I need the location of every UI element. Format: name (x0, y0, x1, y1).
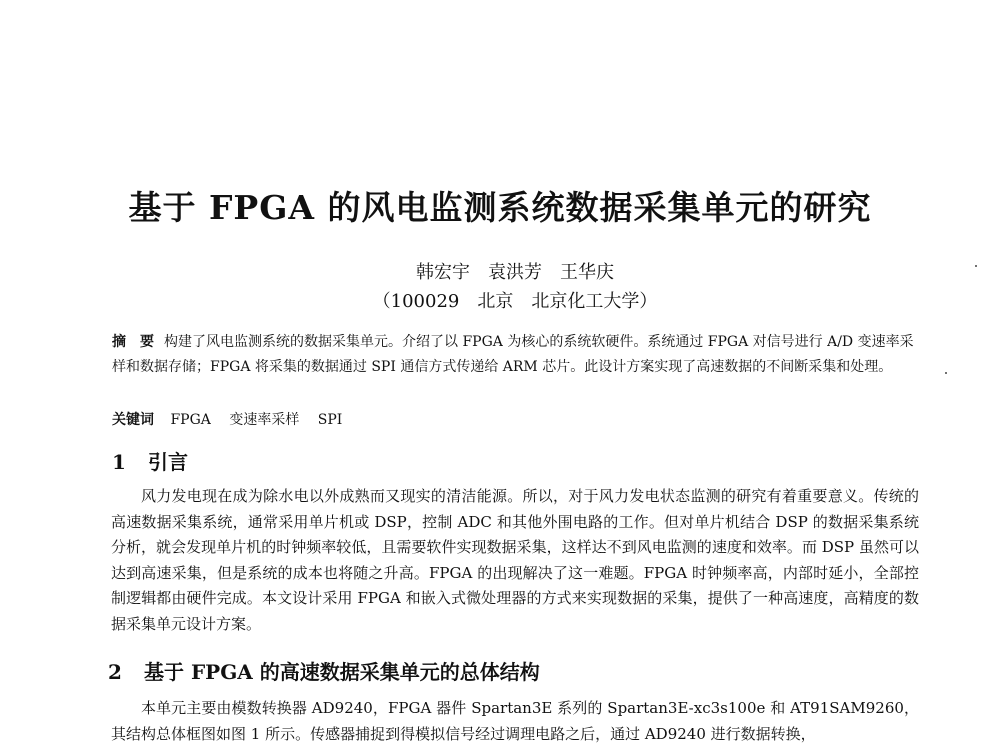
keyword: FPGA (170, 412, 211, 428)
section-heading-structure (108, 656, 540, 685)
keywords-label: 关键词 (112, 412, 154, 428)
scan-speck (975, 265, 977, 267)
paper-title: 基于 FPGA 的风电监测系统数据采集单元的研究 (128, 188, 872, 227)
introduction-paragraph: 风力发电现在成为除水电以外成熟而又现实的清洁能源。所以，对于风力发电状态监测的研究有着重要意义。传统的高速数据采集系统，通常采用单片机或 DSP，控制 ADC 和其他外围电路的工作。但对单片机结合 DSP 的数据采集系统分析，就会发现单片机的时钟频率较低，且需要软件实现数据采集，这样达不到风电监测的速度和效率。而 DSP 虽然可以达到高速采集，但是系统的成本也将随之升高。FPGA 的出现解决了这一难题。FPGA 时钟频率高，内部时延小，全部控制逻辑都由硬件完成。本文设计采用 FPGA 和嵌入式微处理器的方式来实现数据的采集，提供了一种高速度，高精度的数据采集单元设计方案。 (111, 487, 919, 633)
keyword: SPI (317, 412, 343, 428)
section-heading-introduction (112, 446, 188, 475)
section-title: 引言 (148, 450, 188, 474)
abstract-label: 摘 要 (112, 334, 154, 350)
keyword: 变速率采样 (229, 412, 300, 428)
structure-paragraph: 本单元主要由模数转换器 AD9240，FPGA 器件 Spartan3E 系列的 Spartan3E-xc3s100e 和 AT91SAM9260，其结构总体框图如图 1 所示。传感器捕捉到得模拟信号经过调理电路之后，通过 AD9240 进行数据转换， (111, 699, 919, 743)
section-number: 1 (112, 450, 126, 474)
keywords (112, 409, 920, 431)
section-title: 基于 FPGA 的高速数据采集单元的总体结构 (144, 660, 540, 684)
abstract-text: 构建了风电监测系统的数据采集单元。介绍了以 FPGA 为核心的系统软硬件。系统通过 FPGA 对信号进行 A/D 变速率采样和数据存储；FPGA 将采集的数据通过 SPI 通信方式传递给 ARM 芯片。此设计方案实现了高速数据的不间断采集和处理。 (112, 334, 914, 375)
section-number: 2 (108, 660, 122, 684)
author-list: 韩宏宇 袁洪芳 王华庆 (416, 262, 614, 283)
scan-speck (945, 372, 947, 374)
abstract (112, 330, 920, 380)
affiliation: （100029 北京 北京化工大学） (372, 291, 658, 312)
